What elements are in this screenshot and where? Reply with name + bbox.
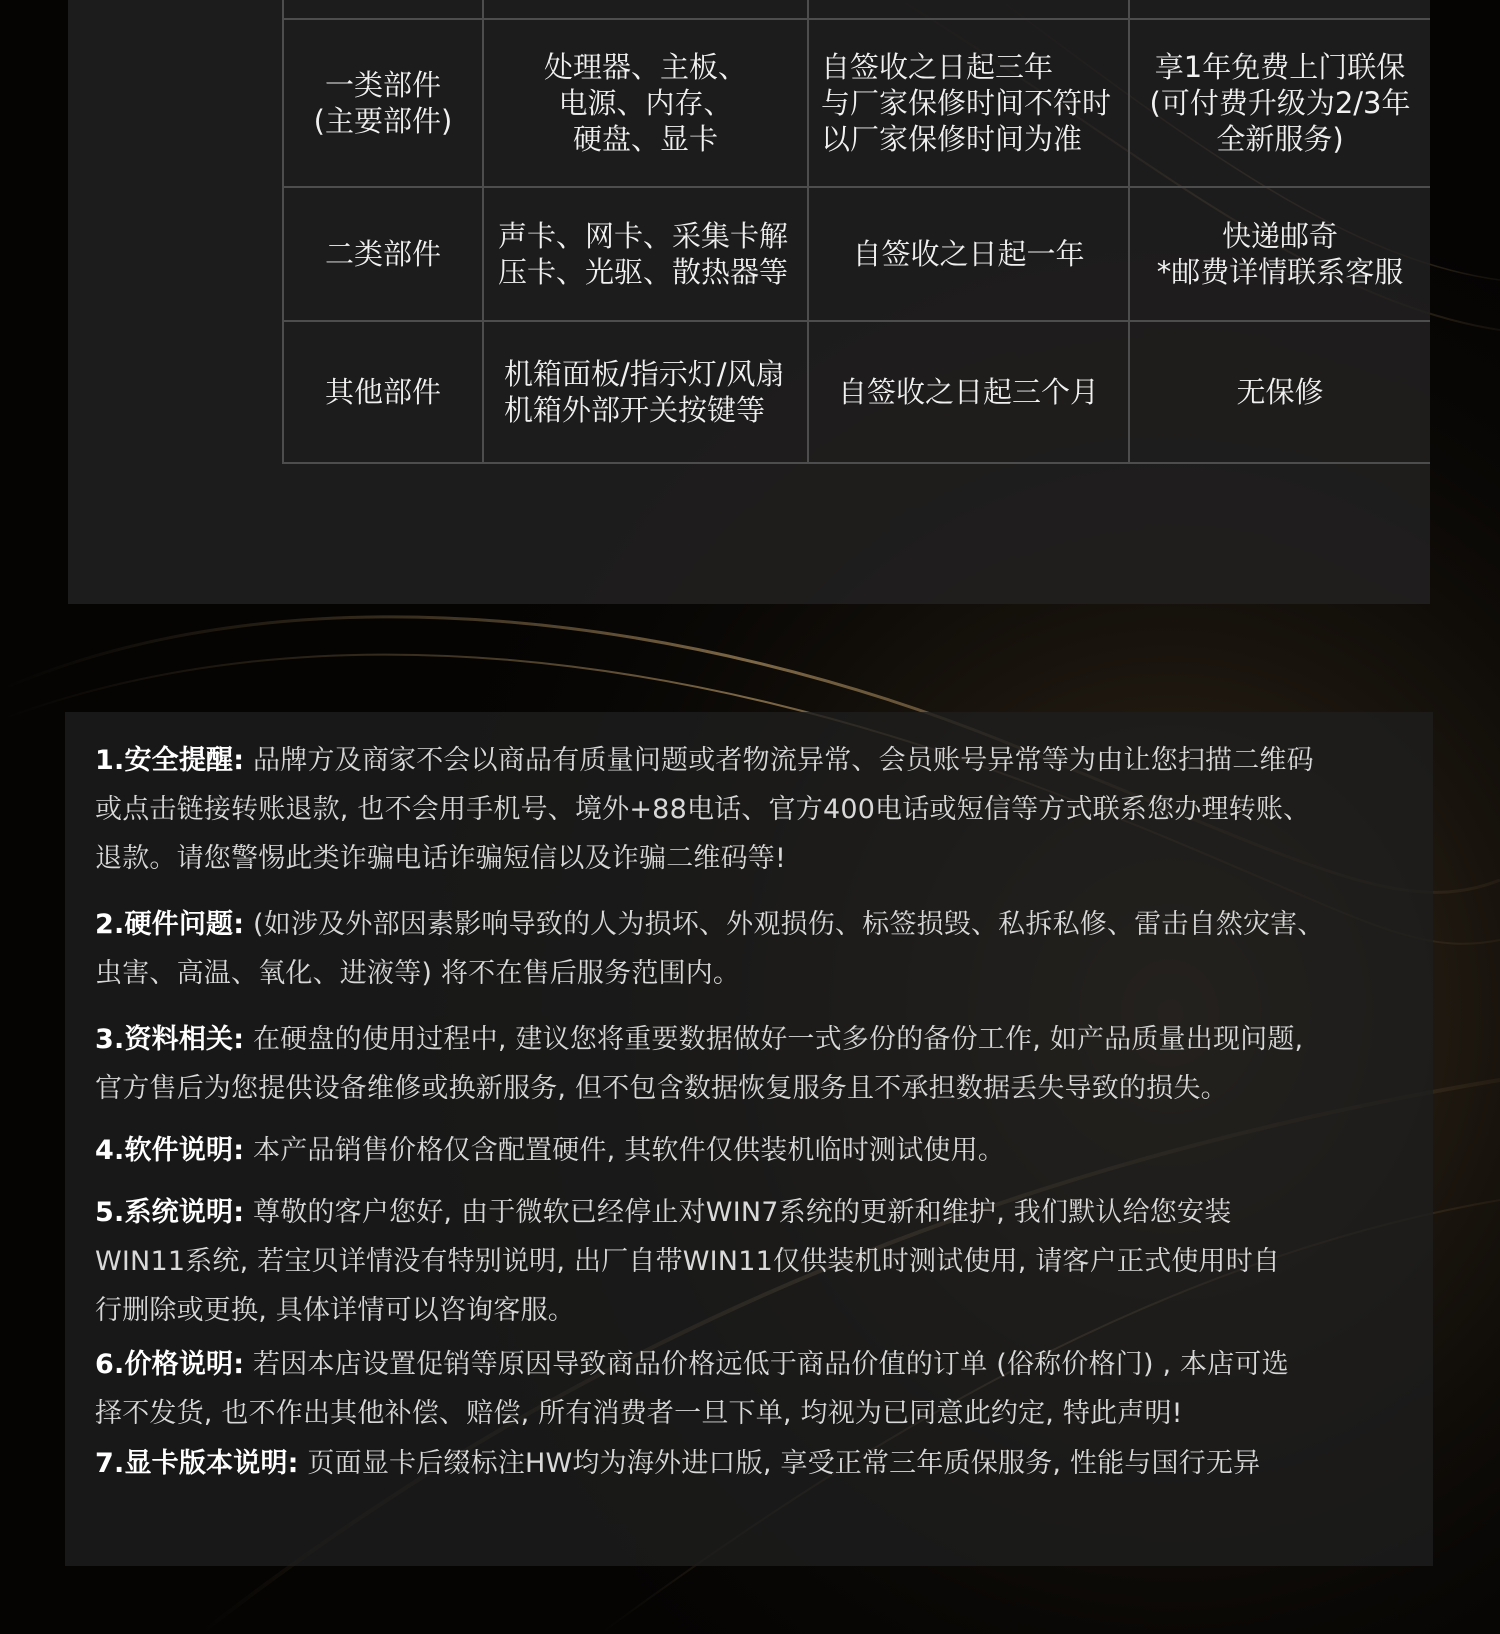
note-item [95,1015,1425,1064]
table-cell-parts: 处理器、主板、 电源、内存、 硬盘、显卡 [543,50,747,156]
note-text: 虫害、高温、氧化、进液等) 将不在售后服务范围内。 [95,958,741,989]
note-item [95,1439,1425,1488]
table-cell-service: 无保修 [1236,375,1324,409]
table-header-cell [809,0,1128,18]
note-text: 在硬盘的使用过程中, 建议您将重要数据做好一式多份的备份工作, 如产品质量出现问题, [244,1024,1304,1055]
note-item-continuation [95,1286,1425,1335]
note-item [95,1126,1425,1175]
note-item-continuation [95,834,1425,883]
note-text: 若因本店设置促销等原因导致商品价格远低于商品价值的订单 (俗称价格门) , 本店可选 [244,1349,1289,1380]
note-text: 本产品销售价格仅含配置硬件, 其软件仅供装机临时测试使用。 [244,1135,1005,1166]
note-item [95,900,1425,949]
table-cell-period: 自签收之日起三年 与厂家保修时间不符时 以厂家保修时间为准 [821,50,1112,156]
note-item [95,1340,1425,1389]
table-cell-parts: 声卡、网卡、采集卡解 压卡、光驱、散热器等 [498,219,789,289]
note-item [95,736,1425,785]
note-title: 2.硬件问题: [95,909,245,940]
table-cell-service: 快递邮奇 *邮费详情联系客服 [1156,219,1404,289]
warranty-panel [68,0,1430,604]
note-item-continuation [95,949,1425,998]
note-text: 择不发货, 也不作出其他补偿、赔偿, 所有消费者一旦下单, 均视为已同意此约定, 特此声明! [95,1398,1183,1429]
note-text: 官方售后为您提供设备维修或换新服务, 但不包含数据恢复服务且不承担数据丢失导致的损失。 [95,1073,1228,1104]
note-title: 6.价格说明: [95,1349,245,1380]
table-header-cell [284,0,482,18]
note-title: 5.系统说明: [95,1197,245,1228]
note-item-continuation [95,785,1425,834]
table-cell-period: 自签收之日起一年 [852,237,1085,271]
note-item [95,1188,1425,1237]
table-header-cell [1130,0,1430,18]
note-text: 页面显卡后缀标注HW均为海外进口版, 享受正常三年质保服务, 性能与国行无异 [298,1448,1261,1479]
note-title: 1.安全提醒: [95,745,245,776]
note-text: 行删除或更换, 具体详情可以咨询客服。 [95,1295,575,1326]
note-text: 或点击链接转账退款, 也不会用手机号、境外+88电话、官方400电话或短信等方式联系您办理转账、 [95,794,1311,825]
table-cell-category: 其他部件 [324,375,441,409]
note-title: 4.软件说明: [95,1135,245,1166]
note-text: WIN11系统, 若宝贝详情没有特别说明, 出厂自带WIN11仅供装机时测试使用, 请客户正式使用时自 [95,1246,1281,1277]
table-cell-category: 二类部件 [324,237,441,271]
table-line [282,462,1430,464]
notes-panel [65,712,1433,1566]
note-item-continuation [95,1237,1425,1286]
table-header-cell [484,0,807,18]
note-text: 品牌方及商家不会以商品有质量问题或者物流异常、会员账号异常等为由让您扫描二维码 [244,745,1314,776]
note-item-continuation [95,1064,1425,1113]
table-cell-period: 自签收之日起三个月 [837,375,1099,409]
note-title: 7.显卡版本说明: [95,1448,299,1479]
table-cell-category: 一类部件 (主要部件) [313,68,453,138]
note-text: 尊敬的客户您好, 由于微软已经停止对WIN7系统的更新和维护, 我们默认给您安装 [244,1197,1232,1228]
warranty-table [282,0,1430,463]
note-text: 退款。请您警惕此类诈骗电话诈骗短信以及诈骗二维码等! [95,843,787,874]
note-item-continuation [95,1389,1425,1438]
table-cell-parts: 机箱面板/指示灯/风扇 机箱外部开关按键等 [504,357,785,427]
note-text: (如涉及外部因素影响导致的人为损坏、外观损伤、标签损毁、私拆私修、雷击自然灾害、 [244,909,1325,940]
table-cell-service: 享1年免费上门联保 (可付费升级为2/3年 全新服务) [1149,50,1411,156]
note-title: 3.资料相关: [95,1024,245,1055]
